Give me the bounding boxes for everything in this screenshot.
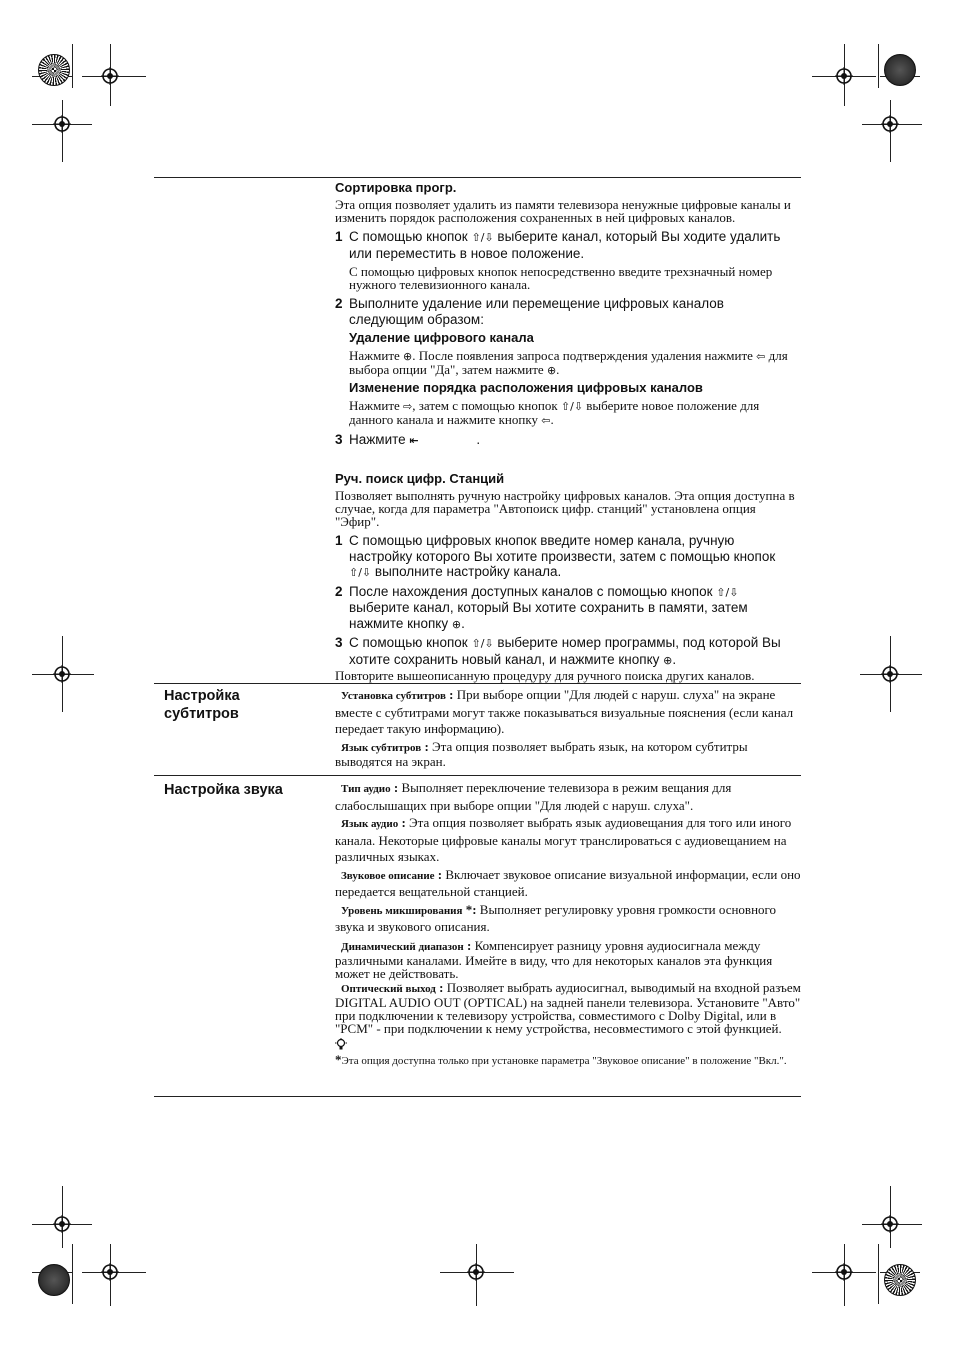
registration-mark-icon <box>53 115 71 133</box>
registration-mark-icon <box>53 665 71 683</box>
option-label: Оптический выход <box>341 982 436 995</box>
subtitles-section <box>335 687 801 768</box>
right-arrow-icon: ⇨ <box>403 400 413 413</box>
delete-text: Нажмите ⊕. После появления запроса подтверждения удаления нажмите ⇦ для выбора опции "Да", затем нажмите ⊕. <box>349 348 788 377</box>
step-text: Нажмите <box>349 432 406 447</box>
color-star-icon <box>38 54 70 86</box>
step-note: С помощью цифровых кнопок непосредственно введите трехзначный номер нужного телевизионного канала. <box>349 264 773 292</box>
sort-section <box>335 180 801 449</box>
registration-mark-icon <box>881 115 899 133</box>
up-down-arrows-icon: ⇧/⇩ <box>560 400 584 413</box>
section-intro: Позволяет выполнять ручную настройку цифровых каналов. Эта опция доступна в случае, когда для параметра "Автопоиск цифр. станций" установлена опция "Эфир". <box>335 488 795 529</box>
step-2 <box>335 296 801 327</box>
option-label: Язык субтитров <box>341 741 422 754</box>
ok-button-icon: ⊕ <box>546 364 557 377</box>
section-title: Сортировка прогр. <box>335 180 457 195</box>
table-rule <box>154 1096 801 1097</box>
return-button-icon: ⇤ <box>409 434 419 447</box>
dynamic-range: Динамический диапазон : Компенсирует разницу уровня аудиосигнала между различными каналами. Имейте в виду, что для некоторых каналов эта функция может не действовать. <box>335 937 773 981</box>
option-label: Тип аудио <box>341 783 391 795</box>
ok-button-icon: ⊕ <box>451 617 462 631</box>
subtitle-setup: Установка субтитров : При выборе опции "Для людей с наруш. слуха" на экране вместе с субтитрами могут также показываться визуальные пояснения (если канал передает такую информацию). <box>335 687 794 736</box>
gray-star-icon <box>884 54 916 86</box>
optical-out: Оптический выход : Позволяет выбрать аудиосигнал, выводимый на входной разъем DIGITAL AUDIO OUT (OPTICAL) на задней панели телевизора. Установите "Авто" при подключении к телевизору устройства, совместимого с Dolby Digital, или в "PCM" - при подключении к нему устройства, несовместимого с этой функцией. <box>335 979 801 1036</box>
ok-button-icon: ⊕ <box>403 350 413 363</box>
registration-mark-icon <box>53 1215 71 1233</box>
audio-type: Тип аудио : Выполняет переключение телевизора в режим вещания для слабослышащих при выборе опции "Для людей с наруш. слуха". <box>335 780 732 813</box>
subtitles-heading: Настройка субтитров <box>164 688 240 722</box>
footnote: *Эта опция доступна только при установке параметра "Звуковое описание" в положение "Вкл.". <box>335 1051 787 1067</box>
delete-block <box>335 330 801 427</box>
table-rule <box>154 683 801 684</box>
step-text: выберите канал, который Вы ходите удалить или переместить в новое положение. <box>349 229 781 261</box>
step-number: 1 <box>335 229 343 244</box>
registration-mark-icon <box>881 1215 899 1233</box>
subsection-title: Изменение порядка расположения цифровых каналов <box>349 380 703 395</box>
option-label: Установка субтитров <box>341 690 446 702</box>
registration-mark-icon <box>835 1263 853 1281</box>
table-rule <box>154 775 801 776</box>
audio-description: Звуковое описание : Включает звуковое описание визуальной информации, если оно передается вещательной станцией. <box>335 866 801 899</box>
option-label: Язык аудио <box>341 818 399 830</box>
color-star-icon <box>884 1264 916 1296</box>
audio-language: Язык аудио : Эта опция позволяет выбрать язык аудиовещания для того или иного канала. Некоторые цифровые каналы могут транслироваться с аудиовещанием на различных языках. <box>335 815 792 864</box>
up-down-arrows-icon: ⇧/⇩ <box>471 637 494 650</box>
step-1: 1 С помощью цифровых кнопок введите номер канала, ручную настройку которого Вы хотите произвести, затем с помощью кнопок ⇧/⇩ выполните настройку канала. <box>335 533 776 579</box>
option-label: Уровень микширования <box>341 904 463 917</box>
option-label: Динамический диапазон <box>341 940 464 953</box>
registration-mark-icon <box>467 1263 485 1281</box>
up-down-arrows-icon: ⇧/⇩ <box>349 566 372 579</box>
sound-section <box>335 780 801 1067</box>
option-label: Звуковое описание <box>341 869 435 882</box>
step-number: 2 <box>335 583 343 599</box>
manual-search-section <box>335 471 801 682</box>
step-number: 3 <box>335 432 343 447</box>
sound-heading: Настройка звука <box>164 782 283 798</box>
step-number: 3 <box>335 635 343 650</box>
left-arrow-icon: ⇦ <box>756 350 766 363</box>
table-rule <box>154 177 801 178</box>
section-title: Руч. поиск цифр. Станций <box>335 471 505 486</box>
step-number: 1 <box>335 533 343 548</box>
step-number: 2 <box>335 296 343 311</box>
subtitle-language: Язык субтитров : Эта опция позволяет выбрать язык, на котором субтитры выводятся на экран. <box>335 738 748 769</box>
left-arrow-icon: ⇦ <box>541 414 551 427</box>
up-down-arrows-icon: ⇧/⇩ <box>471 231 494 244</box>
step-3: 3 С помощью кнопок ⇧/⇩ выберите номер программы, под которой Вы хотите сохранить новый канал, и нажмите кнопку ⊕. <box>335 635 781 667</box>
up-down-arrows-icon: ⇧/⇩ <box>716 585 739 599</box>
subsection-title: Удаление цифрового канала <box>349 330 534 345</box>
repeat-note: Повторите вышеописанную процедуру для ручного поиска других каналов. <box>335 668 755 683</box>
gray-star-icon <box>38 1264 70 1296</box>
step-text: С помощью кнопок <box>349 229 468 244</box>
registration-mark-icon <box>881 665 899 683</box>
mix-level: Уровень микширования *: Выполняет регулировку уровня громкости основного звука и звукового описания. <box>335 901 777 934</box>
step-2: 2 После нахождения доступных каналов с помощью кнопок ⇧/⇩ выберите канал, который Вы хотите сохранить в памяти, затем нажмите кнопку ⊕. <box>335 583 748 631</box>
registration-mark-icon <box>101 67 119 85</box>
tip-icon <box>335 1038 801 1054</box>
step-text: Выполните удаление или перемещение цифровых каналов следующим образом: <box>349 296 724 327</box>
step-1 <box>335 229 801 261</box>
move-text: Нажмите ⇨, затем с помощью кнопок ⇧/⇩ выберите новое положение для данного канала и нажмите кнопку ⇦. <box>349 398 760 427</box>
step-3: 3 Нажмите ⇤ . <box>335 432 481 447</box>
section-intro: Эта опция позволяет удалить из памяти телевизора ненужные цифровые каналы и изменить порядок расположения сохраненных в ней цифровых каналов. <box>335 197 791 225</box>
registration-mark-icon <box>835 67 853 85</box>
ok-button-icon: ⊕ <box>663 653 673 667</box>
registration-mark-icon <box>101 1263 119 1281</box>
